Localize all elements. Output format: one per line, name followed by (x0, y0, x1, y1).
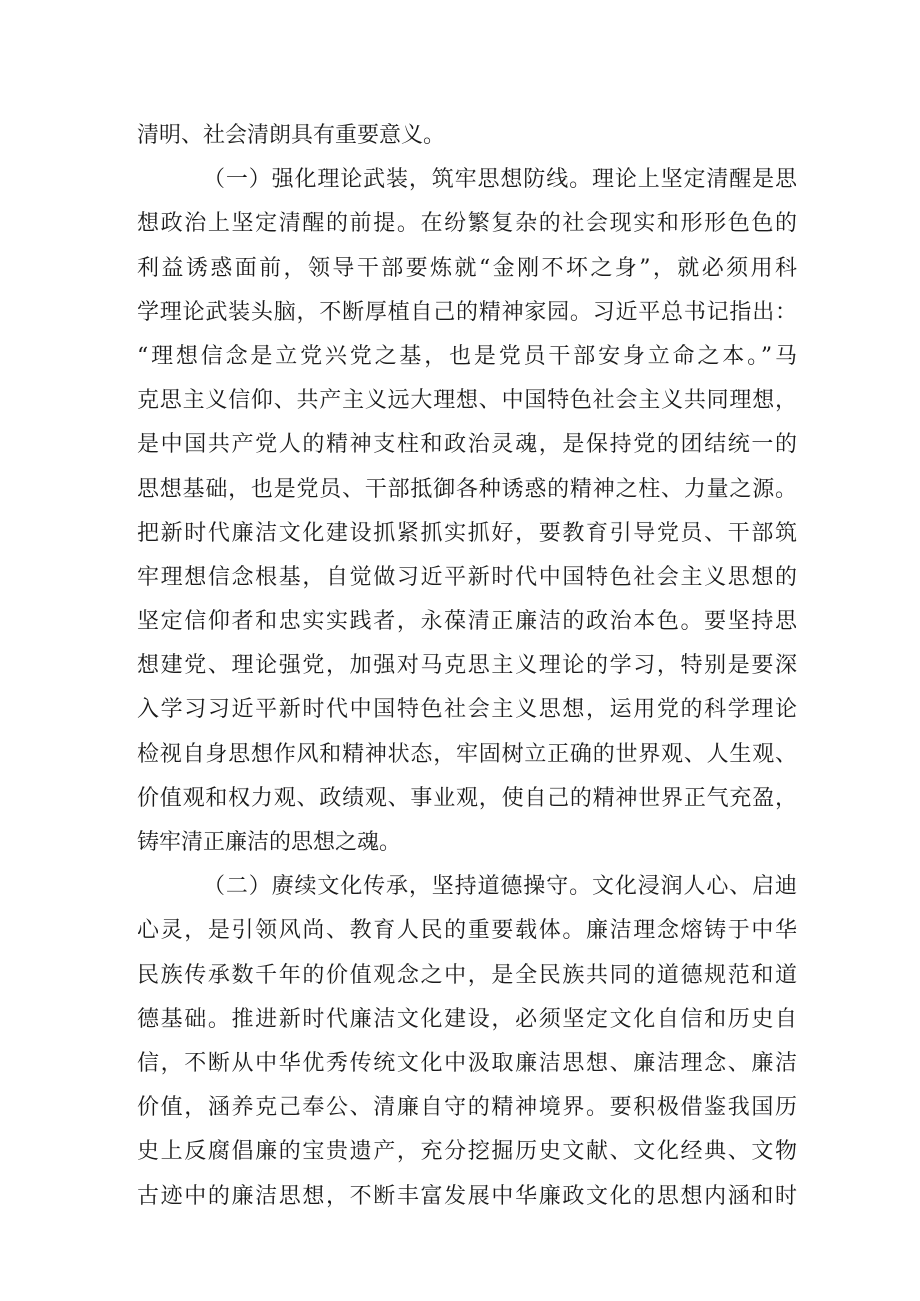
text-line: 民族传承数千年的价值观念之中，是全民族共同的道德规范和道 (137, 962, 797, 988)
text-line: 是中国共产党人的精神支柱和政治灵魂，是保持党的团结统一的 (137, 432, 797, 458)
text-line: 牢理想信念根基，自觉做习近平新时代中国特色社会主义思想的 (137, 564, 797, 590)
text-line: 学理论武装头脑，不断厚植自己的精神家园。习近平总书记指出： (137, 299, 797, 325)
text-line: “理想信念是立党兴党之基，也是党员干部安身立命之本。”马 (137, 343, 797, 369)
text-line: 思想基础，也是党员、干部抵御各种诱惑的精神之柱、力量之源。 (137, 476, 797, 502)
text-line: 坚定信仰者和忠实实践者，永葆清正廉洁的政治本色。要坚持思 (137, 609, 797, 635)
text-line: 利益诱惑面前，领导干部要炼就“金刚不坏之身”，就必须用科 (137, 255, 797, 281)
text-line: 想政治上坚定清醒的前提。在纷繁复杂的社会现实和形形色色的 (137, 211, 797, 237)
text-line: 检视自身思想作风和精神状态，牢固树立正确的世界观、人生观、 (137, 741, 797, 767)
body-text (137, 114, 797, 1219)
text-line: 克思主义信仰、共产主义远大理想、中国特色社会主义共同理想， (137, 388, 797, 414)
text-line: 想建党、理论强党，加强对马克思主义理论的学习，特别是要深 (137, 653, 797, 679)
text-line: 心灵，是引领风尚、教育人民的重要载体。廉洁理念熔铸于中华 (137, 918, 797, 944)
text-line: （二）赓续文化传承，坚持道德操守。文化浸润人心、启迪 (203, 874, 797, 900)
text-line: 价值观和权力观、政绩观、事业观，使自己的精神世界正气充盈， (137, 785, 797, 811)
text-line: 把新时代廉洁文化建设抓紧抓实抓好，要教育引导党员、干部筑 (137, 520, 797, 546)
text-line: 清明、社会清朗具有重要意义。 (137, 123, 446, 148)
text-line: 史上反腐倡廉的宝贵遗产，充分挖掘历史文献、文化经典、文物 (137, 1139, 797, 1165)
text-line: 价值，涵养克己奉公、清廉自守的精神境界。要积极借鉴我国历 (137, 1095, 797, 1121)
text-line: 入学习习近平新时代中国特色社会主义思想，运用党的科学理论 (137, 697, 797, 723)
text-line: 德基础。推进新时代廉洁文化建设，必须坚定文化自信和历史自 (137, 1006, 797, 1032)
text-line: 信，不断从中华优秀传统文化中汲取廉洁思想、廉洁理念、廉洁 (137, 1050, 797, 1076)
text-line: （一）强化理论武装，筑牢思想防线。理论上坚定清醒是思 (203, 167, 797, 193)
text-line: 铸牢清正廉洁的思想之魂。 (137, 830, 402, 855)
text-line: 古迹中的廉洁思想，不断丰富发展中华廉政文化的思想内涵和时 (137, 1183, 797, 1209)
